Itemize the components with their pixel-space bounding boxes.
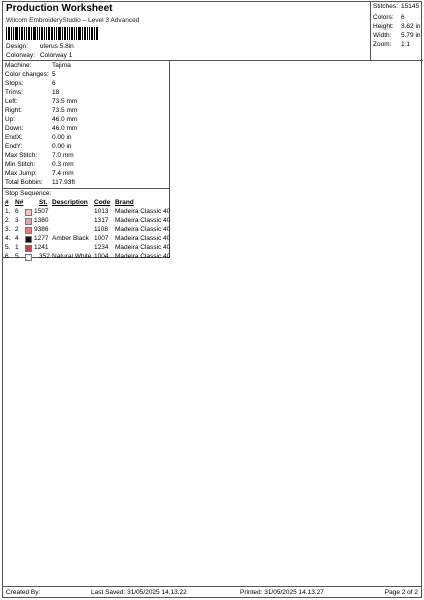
machine-label: Right: [5,107,22,114]
barcode-bar [28,27,30,40]
barcode-bar [24,27,25,40]
machine-label: Max Stitch: [5,152,38,159]
machine-value: Tajima [52,62,71,69]
machine-row [5,116,77,123]
last-saved: Last Saved: 31/05/2025 14.13.22 [91,589,187,596]
barcode-bar [69,27,70,40]
machine-value: 73.5 mm [52,107,78,114]
row-description: Natural White [52,253,92,260]
stat-label: Width: [373,32,392,39]
design-label: Design: [6,43,29,50]
barcode-bar [62,27,63,40]
design-value: uterus 5.8in [39,43,74,50]
machine-row [5,71,56,78]
row-brand: Madeira Classic 40 [115,253,171,260]
machine-label: Left: [5,98,18,105]
color-swatch [25,245,32,252]
barcode-bar [21,27,23,40]
barcode-bar [13,27,14,40]
barcode-bar [51,27,53,40]
machine-value: 7.4 mm [52,170,74,177]
machine-row [5,125,77,132]
barcode-bar [94,27,95,40]
stat-value: 1:1 [401,41,411,48]
barcode-bar [71,27,73,40]
page-title: Production Worksheet [6,3,113,14]
barcode-bar [11,27,12,40]
created-by: Created By: [6,589,41,596]
section-divider [3,188,170,189]
stat-label: Colors: [373,14,394,21]
machine-label: EndY: [5,143,23,150]
machine-value: 73.5 mm [52,98,78,105]
machine-row [5,134,72,141]
row-st: 352 [39,253,50,260]
row-num: 6. [5,253,11,260]
stat-label: Stitches: [373,3,398,10]
barcode-bar [8,27,10,40]
stats-panel [371,2,423,61]
barcode-bar [37,27,38,40]
table-row [5,208,170,217]
stat-value: 6 [401,14,405,21]
row-num: 1. [5,208,11,215]
row-n: 4 [15,235,19,242]
machine-row [5,170,74,177]
barcode-bar [26,27,27,40]
machine-value: 5 [52,71,56,78]
row-num: 2. [5,217,11,224]
table-row [5,217,170,226]
barcode-bar [56,27,57,40]
machine-value: 6 [52,80,56,87]
barcode-bar [74,27,75,40]
barcode-bar [33,27,36,40]
barcode-bar [19,27,20,40]
color-swatch [25,218,32,225]
machine-value: 46.0 mm [52,125,78,132]
row-st: 1241 [34,244,49,251]
machine-label: Machine: [5,62,32,69]
colorway-value: Colorway 1 [39,52,73,59]
machine-label: Total Bobbin: [5,179,43,186]
worksheet-page [2,1,422,598]
row-num: 4. [5,235,11,242]
row-description: Amber Black [52,235,89,242]
colorway-label: Colorway: [6,52,35,59]
barcode-bar [54,27,55,40]
col-n: N# [15,199,24,206]
row-brand: Madeira Classic 40 [115,244,171,251]
printed-date: Printed: 31/05/2025 14.13.27 [240,589,324,596]
machine-row [5,107,77,114]
row-n: 5 [15,253,19,260]
row-brand: Madeira Classic 40 [115,235,171,242]
machine-value: 18 [52,89,60,96]
barcode-bar [82,27,83,40]
software-subtitle: Wilcom EmbroideryStudio – Level 3 Advanced [6,17,140,24]
row-code: 1004 [94,253,109,260]
color-swatch [25,227,32,234]
barcode-bar [15,27,18,40]
barcode-bar [89,27,90,40]
machine-label: EndX: [5,134,23,141]
machine-row [5,89,59,96]
stat-row [373,3,423,10]
machine-label: Stops: [5,80,24,87]
row-brand: Madeira Classic 40 [115,208,171,215]
stat-label: Zoom: [373,41,392,48]
row-code: 1007 [94,235,109,242]
machine-value: 0.00 in [52,143,72,150]
machine-label: Min Stitch: [5,161,36,168]
machine-value: 7.0 mm [52,152,74,159]
stat-value: 15145 [401,3,420,10]
color-swatch [25,236,32,243]
stat-value: 5.79 in [401,32,421,39]
col-brand: Brand [115,199,134,206]
row-st: 1380 [34,217,49,224]
design-preview-area [170,61,423,587]
barcode-bar [78,27,81,40]
col-st: St. [39,199,48,206]
row-st: 9386 [34,226,49,233]
row-code: 1234 [94,244,109,251]
row-n: 2 [15,226,19,233]
colorway-row [6,52,72,59]
machine-value: 46.0 mm [52,116,78,123]
stop-sequence-title: Stop Sequence: [5,190,52,197]
barcode-bar [44,27,45,40]
stat-value: 3.62 in [401,23,421,30]
barcode-bar [64,27,66,40]
barcode-bar [67,27,68,40]
table-row [5,226,170,235]
table-row [5,235,170,244]
page-number: Page 2 of 2 [384,589,418,596]
machine-label: Down: [5,125,24,132]
barcode-bar [6,27,7,40]
machine-row [5,152,74,159]
stat-row [373,14,423,21]
barcode-bar [46,27,47,40]
row-n: 3 [15,217,19,224]
col-code: Code [94,199,111,206]
barcode-bar [41,27,43,40]
design-row [6,43,74,50]
color-swatch [25,254,32,261]
machine-value: 0.00 in [52,134,72,141]
color-swatch [25,209,32,216]
stat-row [373,32,423,39]
machine-value: 0.3 mm [52,161,74,168]
machine-row [5,179,75,186]
row-num: 3. [5,226,11,233]
barcode-image [6,27,102,40]
row-st: 1277 [34,235,49,242]
table-row [5,244,170,253]
machine-panel [3,61,170,258]
worksheet-header [3,2,371,61]
machine-row [5,143,72,150]
barcode-bar [76,27,77,40]
barcode-bar [31,27,32,40]
row-n: 6 [15,208,19,215]
barcode-bar [87,27,88,40]
table-row [5,253,170,262]
row-code: 1317 [94,217,109,224]
machine-row [5,98,77,105]
machine-row [5,80,56,87]
machine-row [5,62,71,69]
row-num: 5. [5,244,11,251]
machine-label: Color changes: [5,71,49,78]
barcode-bar [48,27,50,40]
row-brand: Madeira Classic 40 [115,226,171,233]
row-brand: Madeira Classic 40 [115,217,171,224]
row-n: 1 [15,244,19,251]
machine-label: Trims: [5,89,23,96]
row-code: 1108 [94,226,108,233]
stat-row [373,41,423,48]
stat-row [373,23,423,30]
barcode-bar [96,27,98,40]
col-description: Description [52,199,88,206]
machine-label: Up: [5,116,16,123]
barcode-bar [39,27,40,40]
machine-label: Max Jump: [5,170,37,177]
row-code: 1013 [94,208,109,215]
col-hash: # [5,199,9,206]
barcode-bar [84,27,86,40]
machine-row [5,161,74,168]
stop-table-header [5,199,170,208]
row-st: 1507 [34,208,49,215]
machine-value: 117.93ft [52,179,76,186]
barcode-bar [58,27,61,40]
barcode-bar [91,27,93,40]
stat-label: Height: [373,23,394,30]
page-footer [3,586,421,597]
